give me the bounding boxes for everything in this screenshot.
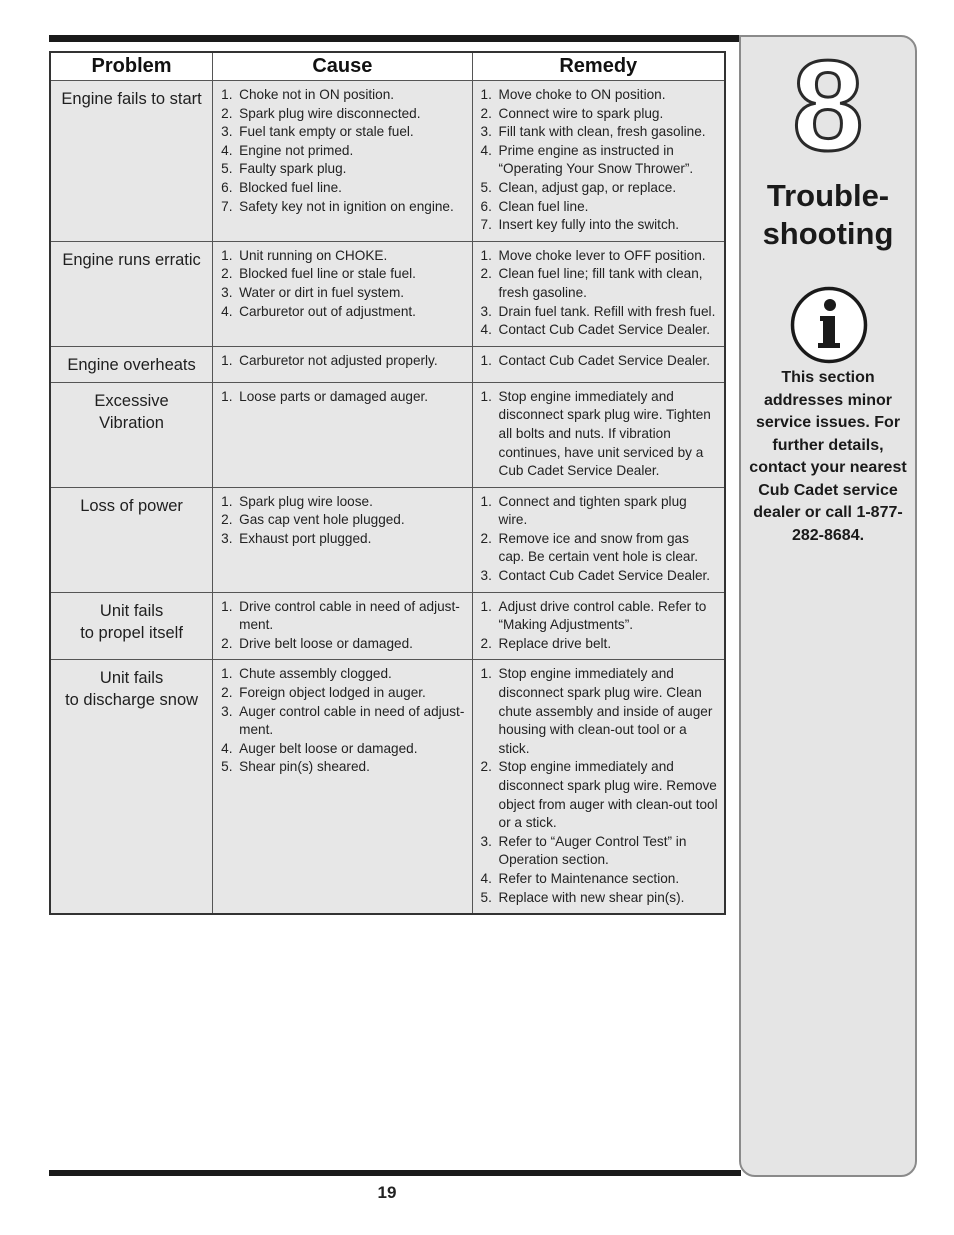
- cause-item: [219, 303, 465, 322]
- remedy-item: [479, 105, 718, 124]
- problem-cell: Unit fails to discharge snow: [50, 660, 213, 914]
- cause-item: [219, 635, 465, 654]
- item-number: 6.: [221, 179, 233, 195]
- cause-item: [219, 530, 465, 549]
- item-number: 2.: [480, 530, 492, 546]
- item-text: Drive belt loose or damaged.: [239, 635, 413, 651]
- remedy-cell: [472, 592, 725, 660]
- item-text: Chute assembly clogged.: [239, 666, 392, 682]
- cause-item: [219, 598, 465, 635]
- remedy-item: [479, 321, 718, 340]
- cause-item: [219, 703, 465, 740]
- item-text: Shear pin(s) sheared.: [239, 759, 370, 775]
- item-number: 2.: [221, 685, 233, 701]
- item-number: 4.: [221, 303, 233, 319]
- remedy-cell: [472, 81, 725, 242]
- item-text: Stop engine immediately and disconnect spark plug wire. Clean chute assembly and inside of auger housing with clean-out tool or a stick.: [498, 666, 713, 756]
- bottom-rule: [49, 1170, 741, 1176]
- item-number: 4.: [221, 142, 233, 158]
- item-number: 1.: [221, 493, 233, 509]
- item-number: 1.: [221, 388, 233, 404]
- remedy-item: [479, 493, 718, 530]
- cause-cell: [213, 241, 472, 346]
- item-number: 3.: [480, 303, 492, 319]
- item-number: 1.: [480, 598, 492, 614]
- remedy-cell: [472, 346, 725, 382]
- item-number: 3.: [221, 703, 233, 719]
- item-text: Spark plug wire loose.: [239, 493, 373, 509]
- item-number: 2.: [480, 266, 492, 282]
- problem-cell: Excessive Vibration: [50, 382, 213, 487]
- remedy-cell: [472, 660, 725, 914]
- item-number: 3.: [221, 124, 233, 140]
- problem-cell: Engine runs erratic: [50, 241, 213, 346]
- remedy-cell: [472, 241, 725, 346]
- cause-item: [219, 758, 465, 777]
- remedy-item: [479, 530, 718, 567]
- cause-item: [219, 198, 465, 217]
- cause-list: [213, 593, 471, 660]
- remedy-item: [479, 598, 718, 635]
- item-text: Foreign object lodged in auger.: [239, 685, 426, 701]
- item-number: 2.: [221, 512, 233, 528]
- item-text: Choke not in ON position.: [239, 87, 395, 102]
- remedy-item: [479, 216, 718, 235]
- item-text: Spark plug wire disconnected.: [239, 105, 421, 121]
- item-number: 3.: [221, 530, 233, 546]
- table-row: [50, 487, 725, 592]
- page-number: 19: [377, 1183, 397, 1202]
- section-note: This section addresses minor service issues. For further details, contact your nearest Cub Cadet service dealer or call 1-877-282-8684.: [749, 369, 907, 544]
- item-number: 1.: [480, 247, 492, 263]
- item-number: 5.: [480, 179, 492, 195]
- cause-list: [213, 488, 471, 555]
- table-row: [50, 346, 725, 382]
- item-number: 3.: [221, 284, 233, 300]
- cause-item: [219, 86, 465, 105]
- cause-cell: [213, 81, 472, 242]
- cause-item: [219, 352, 465, 371]
- cause-cell: [213, 487, 472, 592]
- cause-list: [213, 242, 471, 327]
- item-text: Auger belt loose or damaged.: [239, 740, 418, 756]
- remedy-item: [479, 889, 718, 908]
- problem-cell: Engine fails to start: [50, 81, 213, 242]
- item-number: 1.: [221, 247, 233, 263]
- item-text: Carburetor not adjusted properly.: [239, 352, 438, 368]
- remedy-item: [479, 179, 718, 198]
- item-text: Connect wire to spark plug.: [498, 105, 664, 121]
- item-text: Gas cap vent hole plugged.: [239, 512, 405, 528]
- cause-list: [213, 660, 471, 783]
- item-text: Blocked fuel line or stale fuel.: [239, 266, 416, 282]
- remedy-list: [473, 81, 724, 241]
- item-number: 5.: [221, 161, 233, 177]
- problem-cell: Loss of power: [50, 487, 213, 592]
- remedy-item: [479, 303, 718, 322]
- item-text: Prime engine as instructed in “Operating Your Snow Thrower”.: [498, 142, 694, 177]
- item-number: 5.: [221, 759, 233, 775]
- remedy-item: [479, 758, 718, 832]
- item-number: 7.: [480, 217, 492, 233]
- remedy-item: [479, 198, 718, 217]
- item-text: Water or dirt in fuel system.: [239, 284, 405, 300]
- section-title: [741, 177, 915, 253]
- remedy-cell: [472, 382, 725, 487]
- item-number: 2.: [480, 759, 492, 775]
- item-text: Blocked fuel line.: [239, 179, 342, 195]
- top-rule: [49, 35, 741, 42]
- cause-item: [219, 740, 465, 759]
- item-text: Connect and tighten spark plug wire.: [498, 493, 687, 528]
- remedy-item: [479, 142, 718, 179]
- chapter-number: 8: [792, 35, 864, 178]
- item-text: Loose parts or damaged auger.: [239, 388, 429, 404]
- section-title-line-1: Trouble-: [766, 178, 890, 213]
- remedy-item: [479, 665, 718, 758]
- cause-item: [219, 684, 465, 703]
- troubleshooting-table: [49, 51, 726, 915]
- item-text: Unit running on CHOKE.: [239, 247, 388, 263]
- item-number: 2.: [221, 635, 233, 651]
- item-number: 1.: [480, 388, 492, 404]
- cause-cell: [213, 660, 472, 914]
- remedy-list: [473, 347, 724, 377]
- item-number: 1.: [480, 87, 492, 102]
- header-cause: Cause: [213, 52, 472, 81]
- remedy-item: [479, 86, 718, 105]
- cause-item: [219, 123, 465, 142]
- item-text: Clean, adjust gap, or replace.: [498, 179, 677, 195]
- item-text: Contact Cub Cadet Service Dealer.: [498, 352, 711, 368]
- item-text: Move choke to ON position.: [498, 87, 666, 102]
- cause-cell: [213, 592, 472, 660]
- table-row: [50, 592, 725, 660]
- item-number: 2.: [480, 105, 492, 121]
- item-text: Clean fuel line.: [498, 198, 589, 214]
- item-text: Remove ice and snow from gas cap. Be certain vent hole is clear.: [498, 530, 699, 565]
- item-text: Exhaust port plugged.: [239, 530, 372, 546]
- remedy-item: [479, 567, 718, 586]
- item-number: 3.: [480, 833, 492, 849]
- remedy-item: [479, 635, 718, 654]
- remedy-item: [479, 247, 718, 266]
- cause-item: [219, 142, 465, 161]
- cause-item: [219, 247, 465, 266]
- item-text: Contact Cub Cadet Service Dealer.: [498, 568, 711, 584]
- item-text: Drive control cable in need of adjustment.: [239, 598, 460, 633]
- item-text: Drain fuel tank. Refill with fresh fuel.: [498, 303, 716, 319]
- item-number: 4.: [221, 740, 233, 756]
- item-text: Refer to “Auger Control Test” in Operation section.: [498, 833, 687, 868]
- cause-item: [219, 493, 465, 512]
- remedy-item: [479, 870, 718, 889]
- remedy-list: [473, 660, 724, 913]
- item-number: 1.: [480, 352, 492, 368]
- item-text: Replace drive belt.: [498, 635, 612, 651]
- cause-list: [213, 81, 471, 222]
- cause-item: [219, 160, 465, 179]
- item-text: Carburetor out of adjustment.: [239, 303, 416, 319]
- cause-item: [219, 284, 465, 303]
- table-row: [50, 81, 725, 242]
- item-text: Clean fuel line; fill tank with clean, fresh gasoline.: [498, 266, 703, 300]
- cause-item: [219, 265, 465, 284]
- item-number: 1.: [221, 598, 233, 614]
- item-text: Stop engine immediately and disconnect spark plug wire. Remove object from auger with clean-out tool or a stick.: [498, 759, 718, 831]
- table-row: [50, 660, 725, 914]
- item-number: 3.: [480, 568, 492, 584]
- remedy-item: [479, 352, 718, 371]
- table-row: [50, 241, 725, 346]
- item-text: Insert key fully into the switch.: [498, 217, 680, 233]
- item-number: 4.: [480, 870, 492, 886]
- cause-list: [213, 347, 471, 377]
- remedy-item: [479, 123, 718, 142]
- table-row: [50, 382, 725, 487]
- cause-item: [219, 511, 465, 530]
- item-text: Fuel tank empty or stale fuel.: [239, 124, 414, 140]
- remedy-item: [479, 388, 718, 481]
- cause-cell: [213, 346, 472, 382]
- problem-cell: Engine overheats: [50, 346, 213, 382]
- remedy-list: [473, 593, 724, 660]
- item-number: 2.: [480, 635, 492, 651]
- item-text: Adjust drive control cable. Refer to “Making Adjustments”.: [498, 598, 707, 633]
- remedy-list: [473, 488, 724, 592]
- remedy-item: [479, 833, 718, 870]
- item-text: Engine not primed.: [239, 142, 354, 158]
- item-number: 1.: [221, 666, 233, 682]
- cause-cell: [213, 382, 472, 487]
- item-number: 1.: [480, 493, 492, 509]
- cause-item: [219, 388, 465, 407]
- cause-list: [213, 383, 471, 413]
- remedy-cell: [472, 487, 725, 592]
- item-text: Refer to Maintenance section.: [498, 870, 680, 886]
- item-number: 2.: [221, 105, 233, 121]
- cause-item: [219, 665, 465, 684]
- item-number: 6.: [480, 198, 492, 214]
- item-number: 1.: [221, 352, 233, 368]
- remedy-list: [473, 383, 724, 487]
- item-number: 4.: [480, 322, 492, 338]
- header-problem: Problem: [50, 52, 213, 81]
- item-text: Safety key not in ignition on engine.: [239, 198, 454, 214]
- item-number: 1.: [480, 666, 492, 682]
- item-number: 4.: [480, 142, 492, 158]
- item-text: Fill tank with clean, fresh gasoline.: [498, 124, 706, 140]
- remedy-item: [479, 265, 718, 302]
- item-text: Replace with new shear pin(s).: [498, 889, 685, 905]
- item-text: Faulty spark plug.: [239, 161, 347, 177]
- section-title-line-2: shooting: [762, 216, 894, 251]
- item-text: Stop engine immediately and disconnect spark plug wire. Tighten all bolts and nuts. If vibration continues, have unit serviced by a Cub Cadet Service Dealer.: [498, 388, 711, 479]
- problem-cell: Unit fails to propel itself: [50, 592, 213, 660]
- item-number: 3.: [480, 124, 492, 140]
- chapter-tab: [739, 35, 917, 1177]
- remedy-list: [473, 242, 724, 346]
- table-body: [50, 81, 725, 915]
- cause-item: [219, 105, 465, 124]
- info-icon: [789, 285, 869, 365]
- item-text: Move choke lever to OFF position.: [498, 247, 706, 263]
- item-text: Contact Cub Cadet Service Dealer.: [498, 322, 711, 338]
- cause-item: [219, 179, 465, 198]
- item-number: 2.: [221, 266, 233, 282]
- item-number: 7.: [221, 198, 233, 214]
- item-text: Auger control cable in need of adjustment.: [239, 703, 465, 738]
- item-number: 1.: [221, 87, 233, 102]
- header-remedy: Remedy: [472, 52, 725, 81]
- table-header-row: [50, 52, 725, 81]
- item-number: 5.: [480, 889, 492, 905]
